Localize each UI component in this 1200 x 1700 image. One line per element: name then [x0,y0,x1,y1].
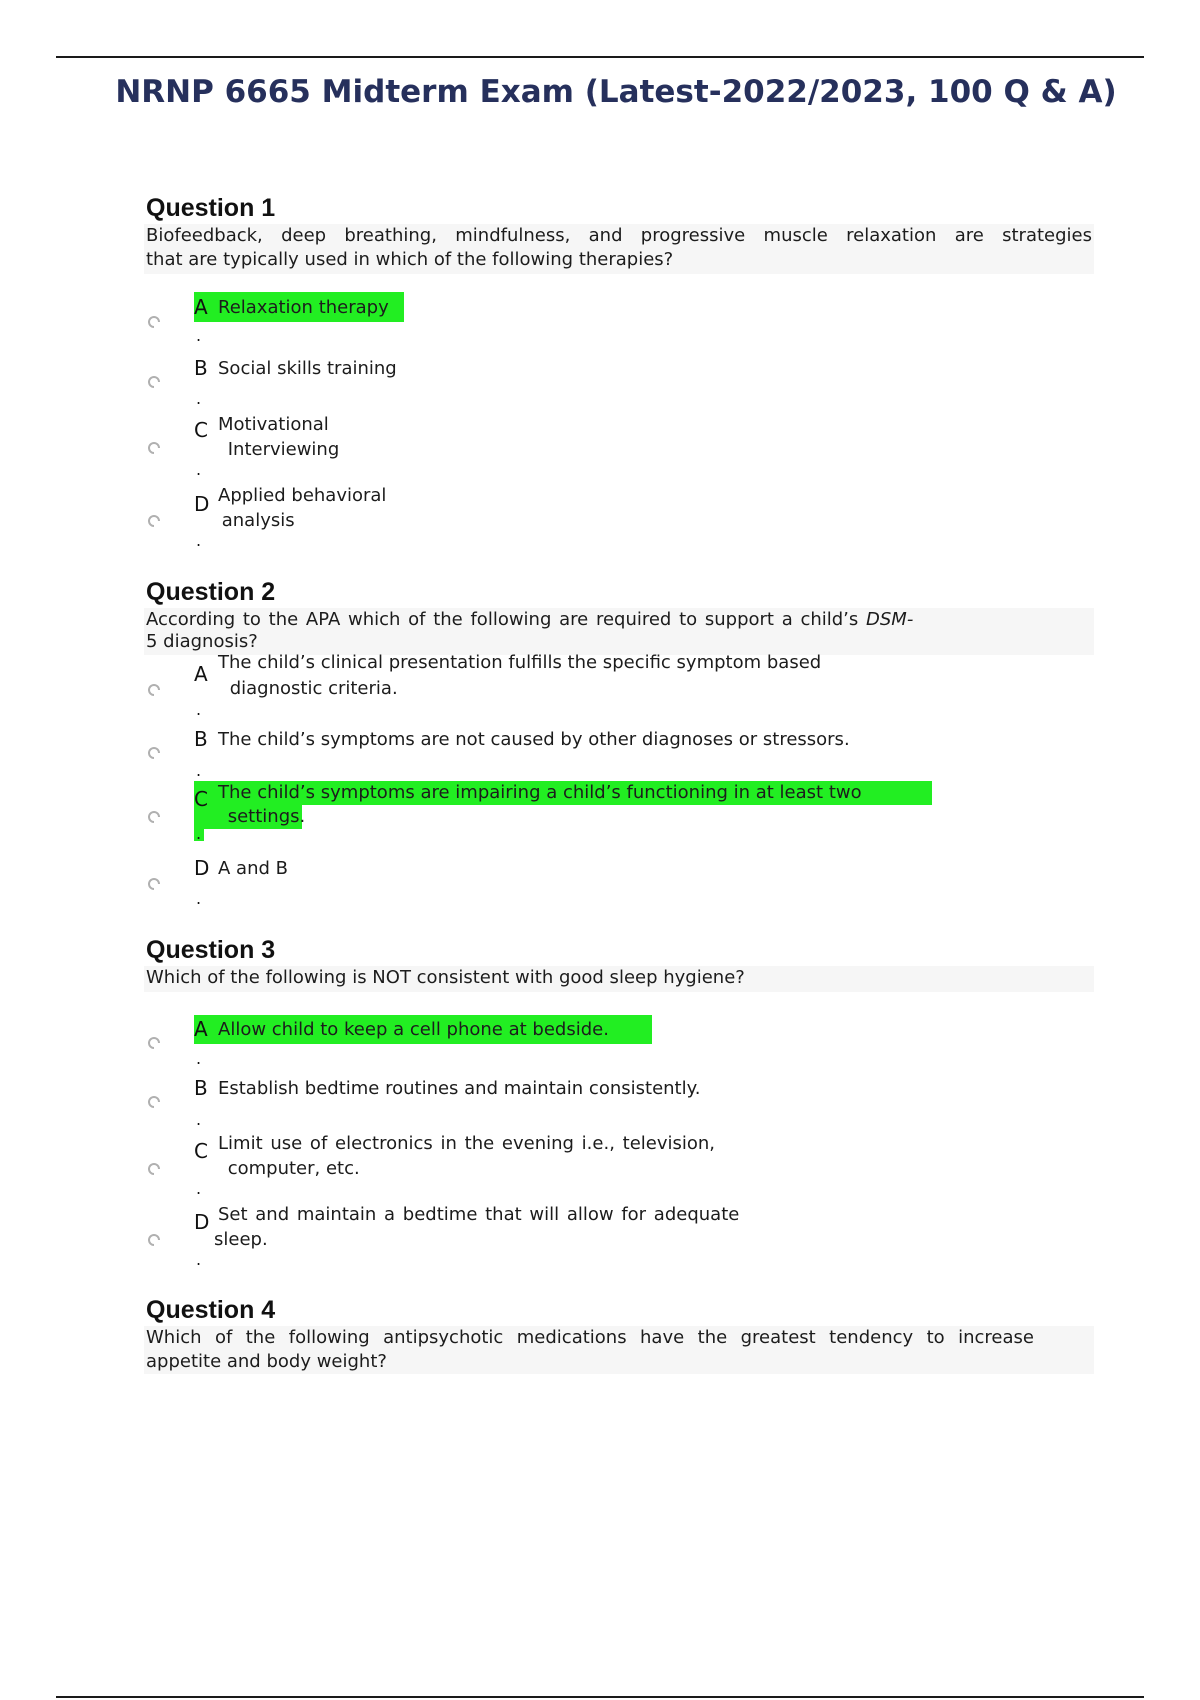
option-dot: . [196,761,202,780]
option-text-line-2: computer, etc. [222,1158,360,1179]
option-text-line-2: diagnostic criteria. [224,678,398,699]
question-2-text-italic: DSM- [866,609,914,630]
option-text-line-2: settings. [222,806,306,827]
option-dot: . [196,1179,202,1198]
question-2-text-line-2: 5 diagnosis? [146,631,258,652]
option-text-line-2: sleep. [214,1229,268,1250]
option-text: Relaxation therapy [218,297,389,318]
option-dot: . [196,1250,202,1269]
option-dot: . [196,824,202,843]
option-letter: C [194,418,208,442]
option-text-line-2: analysis [216,510,295,531]
page-title: NRNP 6665 Midterm Exam (Latest-2022/2023, 100 Q & A) [115,74,1117,110]
option-dot: . [196,326,202,345]
option-dot: . [196,889,202,908]
bottom-rule [56,1696,1144,1698]
option-letter: A [194,662,208,686]
question-1-heading: Question 1 [146,194,276,222]
option-dot: . [196,1110,202,1129]
option-letter: A [194,1017,208,1041]
radio-button[interactable] [148,878,160,890]
radio-button[interactable] [148,1096,160,1108]
option-dot: . [196,1049,202,1068]
radio-button[interactable] [148,376,160,388]
option-text: The child’s symptoms are not caused by other diagnoses or stressors. [218,729,850,750]
radio-button[interactable] [148,1037,160,1049]
radio-button[interactable] [148,747,160,759]
option-dot: . [196,531,202,550]
question-4-text [144,1326,1094,1374]
question-4-text-line-2: appetite and body weight? [146,1351,387,1372]
option-letter: A [194,295,208,319]
option-text-line-1: Applied behavioral [218,485,387,506]
option-dot: . [196,389,202,408]
option-letter: B [194,1076,208,1100]
option-text: Establish bedtime routines and maintain consistently. [218,1078,701,1099]
option-letter: B [194,356,208,380]
option-text-line-1: Motivational [218,414,329,435]
option-text-line-2: Interviewing [222,439,340,460]
radio-button[interactable] [148,811,160,823]
question-4-text-line-1: Which of the following antipsychotic medications have the greatest tendency to increase [146,1327,1034,1348]
top-rule [56,56,1144,58]
question-3-text [144,966,1094,992]
question-2-text [144,608,1094,655]
question-4-heading: Question 4 [146,1296,276,1324]
question-3-heading: Question 3 [146,936,276,964]
radio-button[interactable] [148,684,160,696]
option-text-line-1: Limit use of electronics in the evening i.e., television, [218,1133,716,1154]
radio-button[interactable] [148,316,160,328]
option-letter: D [194,492,210,516]
option-text: A and B [218,858,288,879]
option-letter: C [194,1139,208,1163]
radio-button[interactable] [148,1163,160,1175]
question-3-text-line-1: Which of the following is NOT consistent with good sleep hygiene? [146,967,745,988]
option-letter: D [194,1210,210,1234]
option-text: Social skills training [218,358,397,379]
radio-button[interactable] [148,442,160,454]
question-1-text [144,224,1094,274]
radio-button[interactable] [148,1234,160,1246]
option-dot: . [196,460,202,479]
option-text: Allow child to keep a cell phone at bedside. [218,1019,609,1040]
option-letter: D [194,856,210,880]
question-1-text-line-2: that are typically used in which of the following therapies? [146,249,674,270]
option-text-line-1: The child’s clinical presentation fulfills the specific symptom based [218,652,822,673]
option-text-line-1: Set and maintain a bedtime that will allow for adequate [218,1204,740,1225]
question-2-heading: Question 2 [146,578,276,606]
option-text-line-1: The child’s symptoms are impairing a child’s functioning in at least two [218,782,862,803]
question-2-text-line-1: According to the APA which of the following are required to support a child’s [146,609,867,630]
option-dot: . [196,700,202,719]
radio-button[interactable] [148,515,160,527]
option-letter: C [194,787,208,811]
option-letter: B [194,727,208,751]
question-1-text-line-1: Biofeedback, deep breathing, mindfulness, and progressive muscle relaxation are strategies [146,225,1092,246]
